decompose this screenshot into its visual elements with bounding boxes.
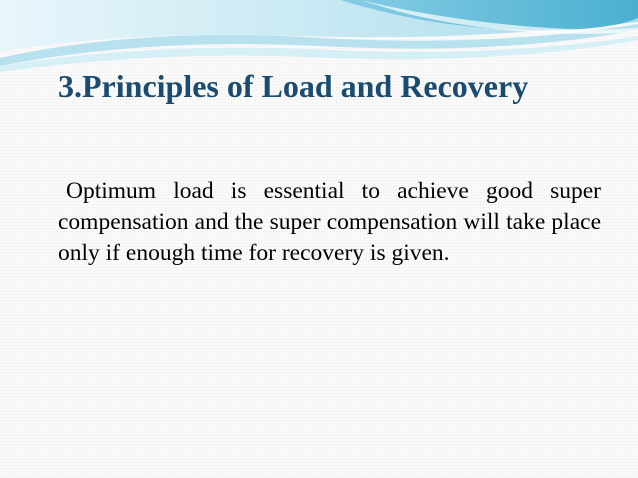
slide-body-text: Optimum load is essential to achieve good super compensation and the super compensation will take place only if enough time for recovery is given.	[58, 178, 601, 266]
slide-title: 3.Principles of Load and Recovery	[58, 68, 529, 104]
